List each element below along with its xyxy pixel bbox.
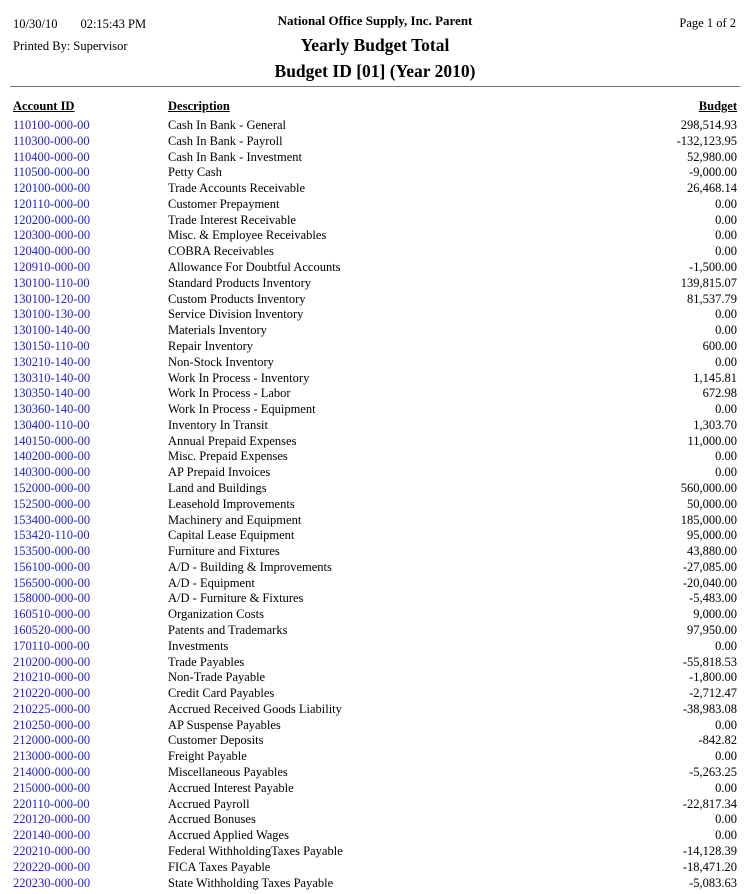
account-id-link[interactable]: 130360-140-00 — [13, 402, 91, 417]
description-cell: Furniture and Fixtures — [168, 544, 280, 559]
description-cell: A/D - Equipment — [168, 575, 255, 590]
report-date: 10/30/10 — [13, 17, 58, 31]
table-row — [0, 339, 750, 355]
budget-cell: 0.00 — [715, 780, 737, 795]
account-id-link[interactable]: 120200-000-00 — [13, 212, 91, 227]
account-id-link[interactable]: 110100-000-00 — [13, 118, 90, 132]
account-id-link[interactable]: 213000-000-00 — [13, 749, 91, 764]
description-cell: Capital Lease Equipment — [168, 528, 295, 543]
budget-cell: 0.00 — [715, 749, 737, 764]
description-cell: Trade Accounts Receivable — [168, 181, 305, 196]
table-row — [0, 591, 750, 607]
budget-cell: 43,880.00 — [687, 544, 737, 559]
budget-cell: -5,483.00 — [689, 591, 737, 606]
description-cell: Petty Cash — [168, 165, 222, 180]
budget-cell: 97,950.00 — [687, 623, 737, 637]
description-cell: Non-Trade Payable — [168, 670, 266, 685]
account-id-link[interactable]: 110400-000-00 — [13, 149, 90, 164]
budget-cell: -38,983.08 — [682, 701, 737, 716]
report-time: 02:15:43 PM — [80, 17, 147, 31]
account-id-link[interactable]: 158000-000-00 — [13, 591, 91, 606]
budget-cell: 81,537.79 — [687, 291, 737, 306]
description-cell: AP Suspense Payables — [168, 717, 281, 732]
description-cell: AP Prepaid Invoices — [168, 465, 271, 480]
budget-cell: 0.00 — [715, 212, 737, 227]
report-header-center — [0, 13, 750, 81]
table-row — [0, 812, 750, 828]
budget-cell: 1,303.70 — [693, 417, 737, 432]
account-id-link[interactable]: 210225-000-00 — [13, 701, 91, 716]
table-row — [0, 560, 750, 576]
budget-cell: -22,817.34 — [682, 796, 737, 811]
budget-cell: 9,000.00 — [693, 607, 737, 622]
account-id-link[interactable]: 153400-000-00 — [13, 512, 91, 527]
budget-cell: -2,712.47 — [689, 686, 737, 701]
table-row — [0, 528, 750, 544]
budget-cell: -842.82 — [698, 733, 737, 748]
budget-cell: -1,500.00 — [689, 260, 737, 275]
budget-cell: -5,083.63 — [689, 875, 737, 890]
account-id-link[interactable]: 160510-000-00 — [13, 607, 91, 622]
budget-cell: 0.00 — [715, 354, 737, 369]
description-cell: FICA Taxes Payable — [168, 859, 271, 874]
description-cell: Credit Card Payables — [168, 686, 275, 701]
table-row — [0, 197, 750, 213]
account-id-link[interactable]: 130100-110-00 — [13, 275, 90, 290]
table-row — [0, 434, 750, 450]
budget-cell: 52,980.00 — [687, 149, 737, 164]
report-subtitle: Budget ID [01] (Year 2010) — [274, 61, 476, 81]
budget-cell: 0.00 — [715, 449, 737, 464]
account-id-link[interactable]: 130150-110-00 — [13, 338, 90, 353]
description-cell: Trade Payables — [168, 654, 245, 669]
table-row — [0, 449, 750, 465]
account-id-link[interactable]: 130400-110-00 — [13, 417, 90, 432]
header-divider — [10, 86, 740, 87]
description-cell: Materials Inventory — [168, 323, 267, 338]
account-id-link[interactable]: 214000-000-00 — [13, 765, 91, 780]
description-cell: A/D - Furniture & Fixtures — [168, 591, 304, 606]
description-cell: Accrued Received Goods Liability — [168, 701, 342, 716]
table-row — [0, 733, 750, 749]
description-cell: Organization Costs — [168, 607, 264, 622]
table-row — [0, 165, 750, 181]
table-row — [0, 355, 750, 371]
table-row — [0, 481, 750, 497]
account-id-link[interactable]: 110500-000-00 — [13, 165, 90, 180]
account-id-link[interactable]: 140150-000-00 — [13, 433, 91, 448]
table-header-row — [0, 99, 750, 115]
table-row — [0, 860, 750, 876]
budget-cell: 600.00 — [702, 338, 737, 353]
budget-cell: -5,263.25 — [689, 765, 737, 780]
table-row — [0, 307, 750, 323]
table-row — [0, 134, 750, 150]
table-row — [0, 386, 750, 402]
account-id-link[interactable]: 120400-000-00 — [13, 244, 91, 259]
account-id-link[interactable]: 153420-110-00 — [13, 528, 90, 543]
account-id-link[interactable]: 152000-000-00 — [13, 480, 91, 495]
account-id-link[interactable]: 130350-140-00 — [13, 386, 91, 401]
account-id-link[interactable]: 212000-000-00 — [13, 733, 91, 748]
account-id-link[interactable]: 220210-000-00 — [13, 843, 91, 858]
table-row — [0, 465, 750, 481]
table-row — [0, 228, 750, 244]
budget-cell: -9,000.00 — [689, 165, 737, 180]
account-id-link[interactable]: 160520-000-00 — [13, 623, 91, 637]
table-row — [0, 670, 750, 686]
table-row — [0, 244, 750, 260]
description-cell: Miscellaneous Payables — [168, 765, 288, 780]
description-cell: COBRA Receivables — [168, 244, 274, 259]
company-name: National Office Supply, Inc. Parent — [277, 13, 473, 28]
budget-cell: 0.00 — [715, 307, 737, 322]
budget-cell: -20,040.00 — [682, 575, 737, 590]
budget-cell: 26,468.14 — [687, 181, 737, 196]
account-id-link[interactable]: 220110-000-00 — [13, 796, 90, 811]
account-id-link[interactable]: 152500-000-00 — [13, 496, 91, 511]
table-row — [0, 797, 750, 813]
table-row — [0, 607, 750, 623]
description-cell: Work In Process - Equipment — [168, 402, 316, 417]
description-cell: Repair Inventory — [168, 338, 254, 353]
budget-cell: 95,000.00 — [687, 528, 737, 543]
account-id-link[interactable]: 140300-000-00 — [13, 465, 91, 480]
description-cell: Non-Stock Inventory — [168, 354, 274, 369]
table-row — [0, 876, 750, 892]
account-id-link[interactable]: 156100-000-00 — [13, 559, 91, 574]
table-row — [0, 497, 750, 513]
description-cell: Customer Prepayment — [168, 196, 280, 211]
table-row — [0, 844, 750, 860]
budget-cell: -27,085.00 — [682, 559, 737, 574]
budget-cell: 0.00 — [715, 323, 737, 338]
table-row — [0, 402, 750, 418]
account-id-link[interactable]: 220220-000-00 — [13, 859, 91, 874]
account-id-link[interactable]: 120910-000-00 — [13, 260, 91, 275]
table-row — [0, 544, 750, 560]
table-row — [0, 623, 750, 639]
account-id-link[interactable]: 220230-000-00 — [13, 875, 91, 890]
description-cell: Work In Process - Labor — [168, 386, 291, 401]
description-cell: Inventory In Transit — [168, 417, 268, 432]
description-cell: Accrued Payroll — [168, 796, 250, 811]
description-cell: Accrued Applied Wages — [168, 828, 289, 843]
description-cell: Misc. Prepaid Expenses — [168, 449, 288, 464]
table-row — [0, 118, 750, 134]
budget-cell: 0.00 — [715, 402, 737, 417]
table-row — [0, 702, 750, 718]
description-cell: Machinery and Equipment — [168, 512, 302, 527]
table-row — [0, 276, 750, 292]
budget-cell: 560,000.00 — [680, 480, 737, 495]
description-cell: Customer Deposits — [168, 733, 264, 748]
account-id-link[interactable]: 130100-130-00 — [13, 307, 91, 322]
budget-cell: 0.00 — [715, 465, 737, 480]
account-id-link[interactable]: 140200-000-00 — [13, 449, 91, 464]
table-row — [0, 718, 750, 734]
budget-cell: 0.00 — [715, 812, 737, 827]
description-cell: Accrued Interest Payable — [168, 780, 294, 795]
account-id-link[interactable]: 156500-000-00 — [13, 575, 91, 590]
table-row — [0, 513, 750, 529]
table-row — [0, 260, 750, 276]
budget-cell: -55,818.53 — [682, 654, 737, 669]
account-id-link[interactable]: 215000-000-00 — [13, 780, 91, 795]
table-row — [0, 181, 750, 197]
table-row — [0, 418, 750, 434]
account-id-link[interactable]: 120100-000-00 — [13, 181, 91, 196]
account-id-link[interactable]: 210200-000-00 — [13, 654, 91, 669]
account-id-link[interactable]: 130210-140-00 — [13, 354, 91, 369]
account-id-link[interactable]: 153500-000-00 — [13, 544, 91, 559]
page-number: Page 1 of 2 — [679, 16, 736, 30]
account-id-link[interactable]: 210210-000-00 — [13, 670, 91, 685]
account-id-link[interactable]: 210220-000-00 — [13, 686, 91, 701]
table-row — [0, 686, 750, 702]
description-cell: Investments — [168, 638, 229, 653]
description-cell: A/D - Building & Improvements — [168, 559, 332, 574]
budget-cell: 298,514.93 — [680, 118, 737, 132]
table-row — [0, 781, 750, 797]
table-row — [0, 828, 750, 844]
description-cell: Cash In Bank - Investment — [168, 149, 303, 164]
table-row — [0, 150, 750, 166]
budget-table-body — [0, 118, 750, 891]
description-cell: Freight Payable — [168, 749, 247, 764]
description-cell: Custom Products Inventory — [168, 291, 306, 306]
account-id-link[interactable]: 120110-000-00 — [13, 196, 90, 211]
description-cell: Trade Interest Receivable — [168, 212, 296, 227]
budget-cell: 672.98 — [702, 386, 737, 401]
budget-cell: -132,123.95 — [676, 133, 737, 148]
budget-cell: 139,815.07 — [680, 275, 737, 290]
budget-cell: -14,128.39 — [682, 843, 737, 858]
table-row — [0, 639, 750, 655]
budget-cell: 0.00 — [715, 717, 737, 732]
column-header-account-id: Account ID — [13, 99, 75, 113]
account-id-link[interactable]: 130100-120-00 — [13, 291, 91, 306]
description-cell: Federal WithholdingTaxes Payable — [168, 843, 343, 858]
description-cell: Work In Process - Inventory — [168, 370, 310, 385]
account-id-link[interactable]: 220120-000-00 — [13, 812, 91, 827]
column-header-description: Description — [168, 99, 230, 113]
account-id-link[interactable]: 210250-000-00 — [13, 717, 91, 732]
table-row — [0, 371, 750, 387]
table-row — [0, 765, 750, 781]
description-cell: Leasehold Improvements — [168, 496, 295, 511]
budget-cell: 185,000.00 — [680, 512, 737, 527]
account-id-link[interactable]: 110300-000-00 — [13, 133, 90, 148]
report-title: Yearly Budget Total — [300, 35, 450, 55]
account-id-link[interactable]: 170110-000-00 — [13, 638, 90, 653]
description-cell: Misc. & Employee Receivables — [168, 228, 327, 243]
column-header-budget: Budget — [698, 99, 737, 113]
table-row — [0, 749, 750, 765]
description-cell: Land and Buildings — [168, 480, 267, 495]
budget-cell: -1,800.00 — [689, 670, 737, 685]
table-row — [0, 292, 750, 308]
budget-cell: 1,145.81 — [693, 370, 737, 385]
printed-by: Printed By: Supervisor — [13, 38, 128, 53]
description-cell: Accrued Bonuses — [168, 812, 256, 827]
account-id-link[interactable]: 220140-000-00 — [13, 828, 91, 843]
description-cell: Cash In Bank - General — [168, 118, 287, 132]
budget-cell: 0.00 — [715, 196, 737, 211]
budget-cell: 0.00 — [715, 228, 737, 243]
budget-cell: 11,000.00 — [687, 433, 737, 448]
description-cell: Cash In Bank - Payroll — [168, 133, 283, 148]
description-cell: Service Division Inventory — [168, 307, 304, 322]
budget-cell: 0.00 — [715, 244, 737, 259]
account-id-link[interactable]: 120300-000-00 — [13, 228, 91, 243]
table-row — [0, 655, 750, 671]
table-row — [0, 576, 750, 592]
budget-cell: 0.00 — [715, 828, 737, 843]
table-row — [0, 323, 750, 339]
description-cell: Standard Products Inventory — [168, 275, 312, 290]
description-cell: Annual Prepaid Expenses — [168, 433, 297, 448]
table-row — [0, 213, 750, 229]
budget-cell: 0.00 — [715, 638, 737, 653]
budget-cell: -18,471.20 — [682, 859, 737, 874]
description-cell: Allowance For Doubtful Accounts — [168, 260, 341, 275]
description-cell: State Withholding Taxes Payable — [168, 875, 334, 890]
account-id-link[interactable]: 130100-140-00 — [13, 323, 91, 338]
account-id-link[interactable]: 130310-140-00 — [13, 370, 91, 385]
budget-cell: 50,000.00 — [687, 496, 737, 511]
description-cell: Patents and Trademarks — [168, 623, 288, 637]
